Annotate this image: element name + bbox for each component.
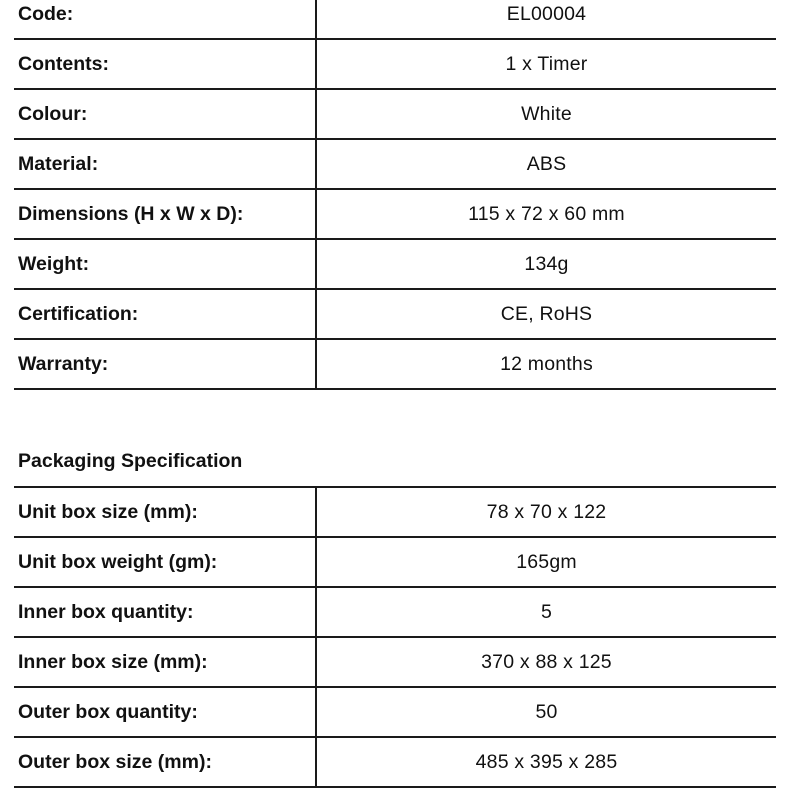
spec-label-colour: Colour:: [14, 89, 316, 139]
table-row: [14, 289, 776, 339]
table-row: [14, 487, 776, 537]
packaging-value-unit-box-size: 78 x 70 x 122: [316, 487, 776, 537]
packaging-label-outer-box-quantity: Outer box quantity:: [14, 687, 316, 737]
packaging-value-inner-box-size: 370 x 88 x 125: [316, 637, 776, 687]
packaging-value-unit-box-weight: 165gm: [316, 537, 776, 587]
packaging-label-inner-box-size: Inner box size (mm):: [14, 637, 316, 687]
spec-value-colour: White: [316, 89, 776, 139]
spec-label-dimensions: Dimensions (H x W x D):: [14, 189, 316, 239]
table-row: [14, 189, 776, 239]
table-row: [14, 587, 776, 637]
spec-value-dimensions: 115 x 72 x 60 mm: [316, 189, 776, 239]
table-row: [14, 737, 776, 787]
table-row: [14, 687, 776, 737]
table-row: [14, 637, 776, 687]
packaging-value-outer-box-size: 485 x 395 x 285: [316, 737, 776, 787]
spec-label-code: Code:: [14, 0, 316, 39]
spec-label-warranty: Warranty:: [14, 339, 316, 389]
table-row: [14, 339, 776, 389]
packaging-value-inner-box-quantity: 5: [316, 587, 776, 637]
table-row: [14, 0, 776, 39]
packaging-heading: Packaging Specification: [18, 450, 243, 472]
table-row: [14, 139, 776, 189]
packaging-label-unit-box-weight: Unit box weight (gm):: [14, 537, 316, 587]
packaging-label-unit-box-size: Unit box size (mm):: [14, 487, 316, 537]
table-row: [14, 39, 776, 89]
packaging-label-outer-box-size: Outer box size (mm):: [14, 737, 316, 787]
product-spec-table: [14, 0, 776, 390]
table-row: [14, 89, 776, 139]
spec-value-code: EL00004: [316, 0, 776, 39]
packaging-value-outer-box-quantity: 50: [316, 687, 776, 737]
spec-value-material: ABS: [316, 139, 776, 189]
spec-label-certification: Certification:: [14, 289, 316, 339]
packaging-spec-table: [14, 486, 776, 788]
table-row: [14, 537, 776, 587]
spec-label-contents: Contents:: [14, 39, 316, 89]
spec-value-warranty: 12 months: [316, 339, 776, 389]
table-row: [14, 239, 776, 289]
spec-value-contents: 1 x Timer: [316, 39, 776, 89]
packaging-label-inner-box-quantity: Inner box quantity:: [14, 587, 316, 637]
spec-label-weight: Weight:: [14, 239, 316, 289]
spec-value-certification: CE, RoHS: [316, 289, 776, 339]
spec-label-material: Material:: [14, 139, 316, 189]
spec-value-weight: 134g: [316, 239, 776, 289]
